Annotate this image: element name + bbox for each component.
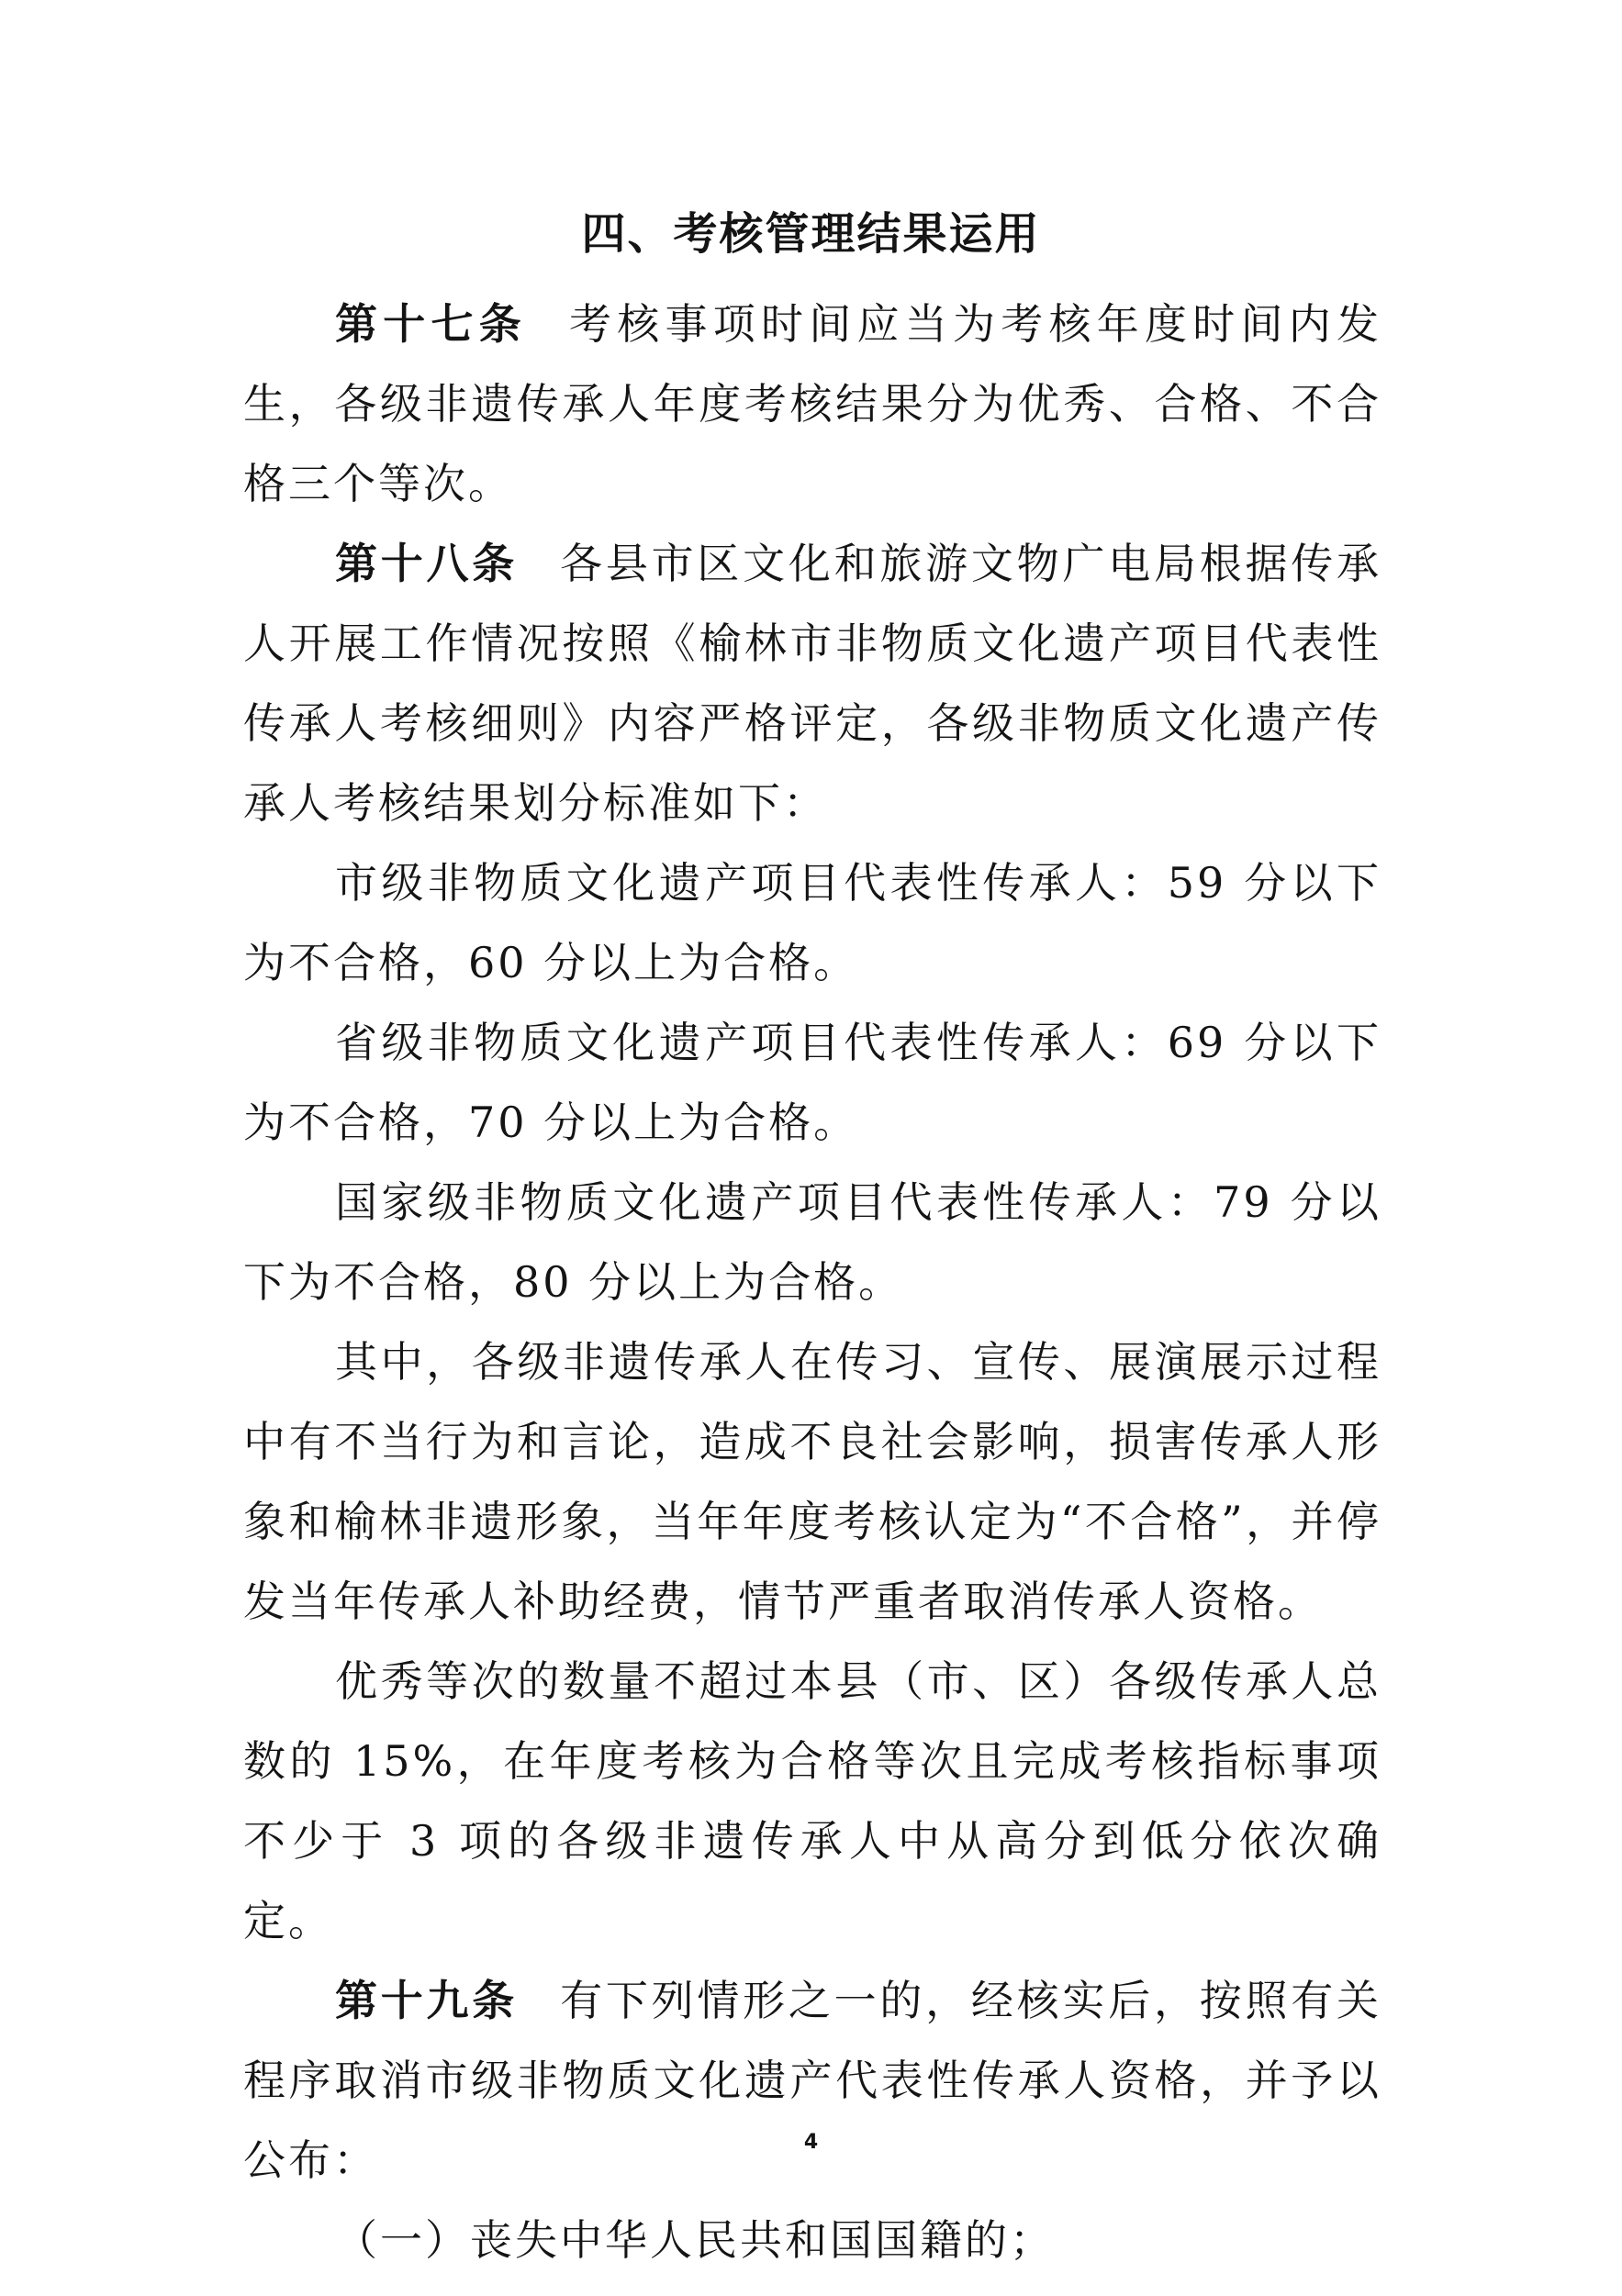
article-text: 有下列情形之一的，经核实后，按照有关程序取消市级非物质文化遗产代表性传承人资格，并予以公布： <box>243 1976 1382 2185</box>
national-level-standard: 国家级非物质文化遗产项目代表性传承人：79 分以下为不合格，80 分以上为合格。 <box>243 1177 1381 1307</box>
city-level-standard: 市级非物质文化遗产项目代表性传承人：59 分以下为不合格，60 分以上为合格。 <box>243 858 1381 987</box>
article-18 <box>243 524 1381 843</box>
article-19 <box>243 1961 1381 2201</box>
document-body <box>243 284 1381 2280</box>
list-item: （一）丧失中华人民共和国国籍的； <box>335 2215 1055 2265</box>
article-17 <box>243 284 1381 524</box>
article-number: 第十八条 <box>335 539 519 588</box>
article-text: 考核事项时间应当为考核年度时间内发生，各级非遗传承人年度考核结果分为优秀、合格、不合格三个等次。 <box>243 299 1381 508</box>
excellent-quota-clause: 优秀等次的数量不超过本县（市、区）各级传承人总数的 15%，在年度考核为合格等次且完成考核指标事项不少于 3 项的各级非遗传承人中从高分到低分依次确定。 <box>243 1656 1381 1945</box>
misconduct-clause: 其中，各级非遗传承人在传习、宣传、展演展示过程中有不当行为和言论，造成不良社会影响，损害传承人形象和榆林非遗形象，当年年度考核认定为“不合格”，并停发当年传承人补助经费，情节严重者取消传承人资格。 <box>243 1337 1381 1626</box>
article-number: 第十七条 <box>335 299 527 349</box>
page-number: 4 <box>803 2131 819 2154</box>
article-text: 各县市区文化和旅游文物广电局根据传承人开展工作情况按照《榆林市非物质文化遗产项目代表性传承人考核细则》内容严格评定，各级非物质文化遗产传承人考核结果划分标准如下： <box>243 539 1382 828</box>
section-heading: 四、考核管理结果运用 <box>581 208 1041 260</box>
article-number: 第十九条 <box>335 1976 519 2025</box>
province-level-standard: 省级非物质文化遗产项目代表性传承人：69 分以下为不合格，70 分以上为合格。 <box>243 1018 1381 1147</box>
